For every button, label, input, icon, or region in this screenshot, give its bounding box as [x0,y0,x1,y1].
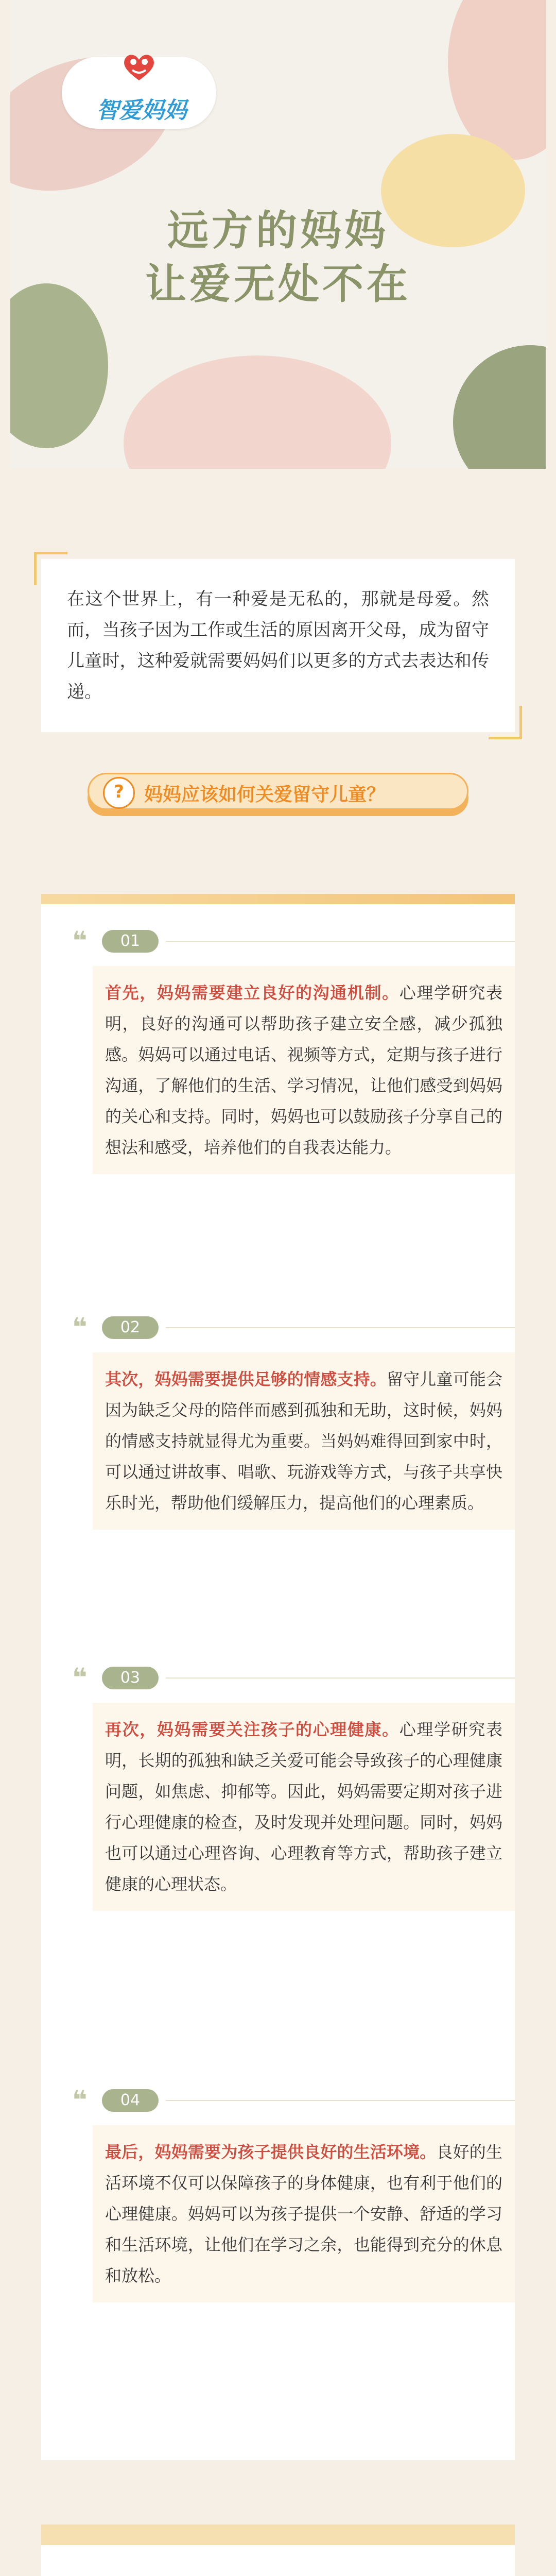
heart-icon [121,52,157,82]
section-header [72,1662,515,1692]
question-banner [88,773,468,817]
conclusion-p1 [62,2571,494,2576]
section-paragraph [93,966,515,1174]
section-paragraph [93,1352,515,1530]
section-highlight: 最后，妈妈需要为孩子提供良好的生活环境。 [105,2142,437,2162]
conclusion-box [41,2524,515,2576]
logo-text: 智爱妈妈 [96,97,187,124]
section-highlight: 其次，妈妈需要提供足够的情感支持。 [105,1369,387,1389]
divider [166,941,515,942]
section-number: 02 [102,1316,159,1339]
decor-blob [124,355,391,469]
section-number: 04 [102,2089,159,2112]
quote-icon: ❝ [72,926,88,956]
section-body: 良好的生活环境不仅可以保障孩子的身体健康，也有利于他们的心理健康。妈妈可以为孩子提供一个安静、舒适的学习和生活环境，让他们在学习之余，也能得到充分的休息和放松。 [105,2142,502,2285]
question-text: 妈妈应该如何关爱留守儿童？ [144,784,386,805]
hero-title-line1: 远方的妈妈 [167,206,389,255]
hero-banner [10,0,546,469]
section-body: 心理学研究表明，良好的沟通可以帮助孩子建立安全感，减少孤独感。妈妈可以通过电话、视频等方式，定期与孩子进行沟通，了解他们的生活、学习情况，让他们感受到妈妈的关心和支持。同时，妈妈也可以鼓励孩子分享自己的想法和感受，培养他们的自我表达能力。 [105,983,502,1157]
section-header [72,925,515,956]
section-body: 留守儿童可能会因为缺乏父母的陪伴而感到孤独和无助，这时候，妈妈的情感支持就显得尤为重要。当妈妈难得回到家中时，可以通过讲故事、唱歌、玩游戏等方式，与孩子共享快乐时光，帮助他们缓解压力，提高他们的心理素质。 [105,1369,502,1513]
section-number: 03 [102,1667,159,1689]
tips-card [41,904,515,2460]
section-highlight: 再次，妈妈需要关注孩子的心理健康。 [105,1720,399,1739]
hero-title-line2: 让爱无处不在 [145,260,411,308]
divider [166,2100,515,2101]
divider [166,1327,515,1328]
section-highlight: 首先，妈妈需要建立良好的沟通机制。 [105,983,399,1003]
section-number: 01 [102,930,159,953]
quote-icon: ❝ [72,2085,88,2115]
decor-bar [41,2524,515,2545]
decor-blob [453,345,546,469]
conclusion-text [62,2571,494,2576]
section-body: 心理学研究表明，长期的孤独和缺乏关爱可能会导致孩子的心理健康问题，如焦虑、抑郁等。因此，妈妈需要定期对孩子进行心理健康的检查，及时发现并处理问题。同时，妈妈也可以通过心理咨询、心理教育等方式，帮助孩子建立健康的心理状态。 [105,1720,502,1894]
hero-title [10,204,546,311]
question-icon: ? [103,777,135,809]
intro-paragraph: 在这个世界上，有一种爱是无私的，那就是母爱。然而，当孩子因为工作或生活的原因离开父母，成为留守儿童时，这种爱就需要妈妈们以更多的方式去表达和传递。 [41,559,515,732]
quote-icon: ❝ [72,1663,88,1692]
section-paragraph [93,2125,515,2302]
brand-logo [57,46,221,134]
section-header [72,2084,515,2115]
section-header [72,1311,515,1342]
divider [166,1677,515,1679]
section-paragraph [93,1703,515,1911]
quote-icon: ❝ [72,1312,88,1342]
